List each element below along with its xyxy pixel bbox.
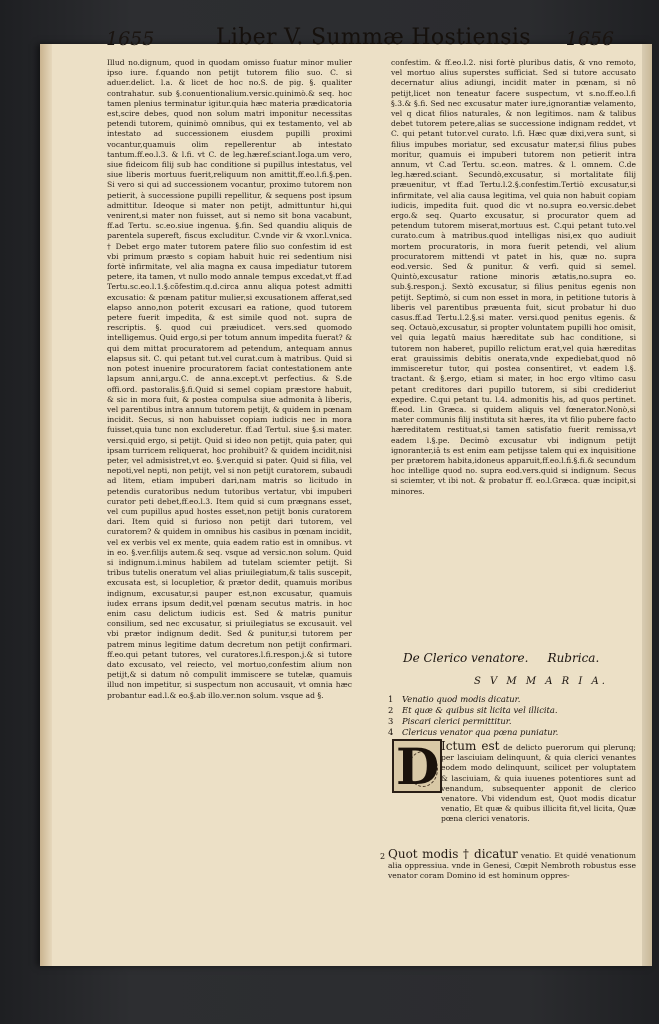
folio-right: 1656 — [565, 28, 614, 50]
summaria-list — [388, 694, 638, 738]
item-text: Piscari clerici permittitur. — [402, 716, 512, 726]
section-body — [388, 848, 636, 882]
right-column-text: confestim. & ff.eo.l.2. nisi fortè pluribus datis, & vno remoto, vel mortuo alius superstes sufficiat. Sed si tutore accusato decernatur alius adiungi, incidit mater in pœnam, si nô petijt,licet non teneatur facere suspectum, vt s.no.ff.eo.l.fi §.3.& §.fi. Sed nec excusatur mater iure,ignorantiæ velamento, vel q dicat filios naturales, & non legitimos. nam & talibus debet tutorem petere,alias se successione indignam reddet, vt C. qui petant tutor.vel curato. l.fi. Hæc quæ dixi,vera sunt, si filius impubes moriatur, sed excusatur mater,si filius pubes moritur, quamuis ei impuberi tutorem non petierit intra annum, vt C.ad Tertu. sc.eon. matres. & l. omnem. C.de leg.hæred.sciant. Secundò,excusatur, si mortalitate filij præuenitur, vt ff.ad Tertu.l.2.§.confestim.Tertiò excusatur,si infirmitate, vel alia causa legitima, vel quia non habuit copiam iudicis, impedita fuit. quod dic vt no.supra eo.versic.debet ergo.& seq. Quarto excusatur, si procurator quem ad petendum tutorem miserat,mortuus est. C.qui petant tuto.vel curato.cum à matribus.quod intelligas nisi,ex quo audiuit mortem procuratoris, in mora fuerit petendi, vel alium procuratorem mittendi vt patet in his, quæ no. supra eod.versic. Sed & punitur. & verfi. quid si semel. Quintò,excusatur ratione minoris ætatis,no.supra eo. sub.§.respon.j. Sextò excusatur, si filius penitus egenis non petijt. Septimò, si cum non esset in mora, in petitione tutoris à liberis vel parentibus præuenta fuit, sicut probatur hi duo casus.ff.ad Tertu.l.2.§.si mater. versi.quod penitus egenis. & seq. Octauò,excusatur, si propter voluntatem pupilli hoc omisit, vel quia legatû maius hæreditate sub hac conditione, si tutorem non haberet, pupillo relictum erat,vel quia hæreditas erat grauissimis debitis onerata,vnde expediebat,quod nô immisceretur tutor, qui postea consentiret, vt eadem l.§. tractant. & §.ergo, etiam si mater, in hoc ergo vltimo casu petant creditores dari pupillo tutorem, si sibi credideriut expedire. C.qui petant tu. l.4. admonitis his, ad quos pertinet. ff.eod. l.in Græca. si quidem aliquis vel fœnerator.Nonò,si mater communis filij instituta sit hæres, ita vt filio pubere facto hæreditatem restituat,si tamen satisfatio fuerit remissa,vt eadem l.§.pe. Decimò excusatur vbi indignum petijt ignoranter,iâ ts est enim eam petijsse talem qui ex inquisitione per prætorem habita,idoneus apparuit,ff.eo.l.fi.§.fi.& secundum hoc intellige quod no. supra eod.vers.quid si indignum. Secus si sciemter, vt ibi not. & probatur ff. eo.l.Græca. quæ incipit,si minores. — [391, 58, 636, 496]
section-intro-text: de delicto puerorum qui plerunq; per lasciuiam delinquunt, & quia clerici venantes eodem modo delinquunt, scilicet per voluptatem & lasciuiam, & quia iuuenes potentiores sunt ad venandum, subsequenter apponit de clerico venatore. Vbi videndum est, Quot modis dicatur venatio, Et quæ & quibus illicita fit,vel licita, Quæ pœna clerici venatoris. — [441, 743, 636, 824]
decorated-initial — [392, 737, 442, 796]
rubric-heading — [403, 651, 599, 665]
running-header — [66, 25, 622, 58]
item-number: 3 — [388, 716, 394, 726]
right-column — [391, 58, 636, 643]
running-title: Liber V. Summæ Hostiensis — [216, 25, 531, 50]
section-intro-words: Ictum est — [441, 739, 500, 753]
left-column-text: Illud no.dignum, quod in quodam omisso fuatur minor mulier ipso iure. f.quando non petijt tutorem filio suo. C. si aduer.delict. l.a. & licet de hoc no.S. de pig. §. qualiter contrahatur. sub §.conuentionalium.versic.quinimò.& seq. hoc tamen plenius terminatur igitur.quia hæc materia prædicatoria est,scire debes, quod non solum matri imponitur necessitas petendi tutorem, quinimò omnibus, qui ex testamento, vel ab intestato ad successionem eiusdem pupilli proximi vocantur,quamuis olim repellerentur ab intestato tantum.ff.eo.l.3. & l.fi. vt C. de leg.hæref.sciant.Ioga.um vero, siue fideicom filij sub hac conditione si pupillus intestatus, vel siue liberis mortuus fuerit,reliquum non amittit,ff.eo.l.fi.§.pen. Si vero si qui ad successionem vocantur, proximo tutorem non petierit, à successione pupilli repellitur, & sequens post ipsum admittitur. Ideoque si mater non petijt, admittuntur hi,qui venirent,si mater non fuisset, aut si nemo sit bona vacabunt, ff.ad Tertu. sc.eo.siue ingenua. §.fin. Sed quandiu aliquis de parentela supereft, fiscus excluditur. C.vnde vir & vxor.l.vnica. † Debet ergo mater tutorem patere filio suo confestim id est vbi primum præsto s copiam habuit huic rei sedentium nisi fortè infirmitate, vel alia magna ex causa impediatur tutorem petere, ita tamen, vt nullo modo annale tempus excedat,vt ff.ad Tertu.sc.eo.l.1.§.cõfestim.q.d.circa annu aliqua potest admitti excusatio: & pœnam patitur mulier,si excusationem afferat,sed elapso anno,non poterit excusari ea ratione, quod tutorem petere fuerit impedita, & est simile quod not. supra de rescriptis. §. quod cui præiudicet. vers.sed quomodo intelligemus. Quid ergo,si per totum annum impedita fuerat? & qui dem mittat procuratorem ad petendum, antequam annus elapsus sit. C. qui petant tut.vel curat.cum à matribus. Quid si non potest inuenire procuratorem faciat contestationem ante lapsum anni,argu.C. de anna.except.vt perfectius. & S.de offi.ord. pastoralis.§.fi.Quid si semel copiam præstore habuit, & sic in mora fuit, & postea compulsa siue admonita à liberis, vel parentibus intra annum tutorem petijt, & quidem in pœnam incidit. Secus, si non habuisset copiam iudicis nec in mora fuisset,quia tunc non excluderetur. ff.ad Tertul. siue §.si mater. versi.quid ergo, si petijt. Quid si ideo non petijt, quia pater, qui ipsam turricem reliquerat, hoc prohibuit? & quidem incidit,nisi peter, vel admisistret,vt eo. §.ver.quid si pater. Quid si filia, vel nepoti,vel nepti, non petijt, vel si non petijt curatorem, subaudi ad litem, etiam impuberi dari,nam matris so licitudo in petendis curatoribus nedum tutoribus vertatur, vbi impuberi curator peti debet,ff.eo.l.3. Item quid si cum prægnans esset, vel cum pupillus apud hostes esset,non petijt bonis curatorem dari. Item quid si furioso non petijt dari tutorem, vel curatorem? & quidem in omnibus his casibus in pœnam incidit, vel ex verbis vel ex mente, quia eadem ratio est in omnibus. vt in eo. §.ver.filijs autem.& seq. vsque ad versic.non solum. Quid si indignum.i.minus habilem ad tutelam sciemter petijt. Si tribus tutelis oneratum vel alias priuilegiatum,& talis suscepit, excusata est, si locupletior, & prætor dedit, quamuis moribus indignum, excusatur,si pauper est,non excusatur, quamuis iudex errans ipsum dedit,vel pœnam secutus matris. in hoc enim casu delictum iudicis est. Sed & matris punitur consilium, sed nec excusatur, si priuilegiatus se excusauit. vel vbi prætor indignum dedit. Sed & punitur,si tutorem per patrem minus legitime datum decretum non petijt confirmari. ff.eo.qui petant tutores, vel curatores.l.fi.respon.j.& si tutore dato excusato, vel reiecto, vel mortuo,confestim alium non petijt,& si datum nô compulit immiscere se tutelæ, quamuis illud non impetitur, si suspectum non accusauit, vt omnia hæc probantur ead.l.& eo.§.ab illo.ver.non solum. vsque ad §. — [107, 58, 352, 700]
left-column — [107, 58, 352, 701]
item-number: 2 — [388, 705, 394, 715]
rubric-title: De Clerico venatore. — [403, 651, 529, 665]
item-text: Venatio quod modis dicatur. — [402, 694, 521, 704]
page-edge — [642, 44, 652, 966]
section-intro — [441, 740, 636, 825]
section-subhead: Quot modis † dicatur — [388, 847, 518, 861]
item-text: Et quæ & quibus sit licita vel illicita. — [402, 705, 558, 715]
rubric-label: Rubrica. — [547, 651, 600, 665]
item-number: 4 — [388, 727, 394, 737]
item-text: Clericus venator qua pœna puniatur. — [402, 727, 559, 737]
margin-number: 2 — [380, 852, 386, 861]
section-body-text: venatio. Et quidé venationum alia oppressiua. vnde in Genesi, Cœpit Nembroth robustus esse venator coram Domino id est hominum oppres- — [388, 851, 636, 881]
list-item — [388, 716, 638, 727]
item-number: 1 — [388, 694, 394, 704]
list-item — [388, 705, 638, 716]
initial-letter: D — [396, 737, 440, 796]
list-item — [388, 694, 638, 705]
page-spine — [40, 44, 52, 966]
summaria-heading: S V M M A R I A. — [474, 676, 608, 687]
folio-left: 1655 — [106, 28, 155, 50]
